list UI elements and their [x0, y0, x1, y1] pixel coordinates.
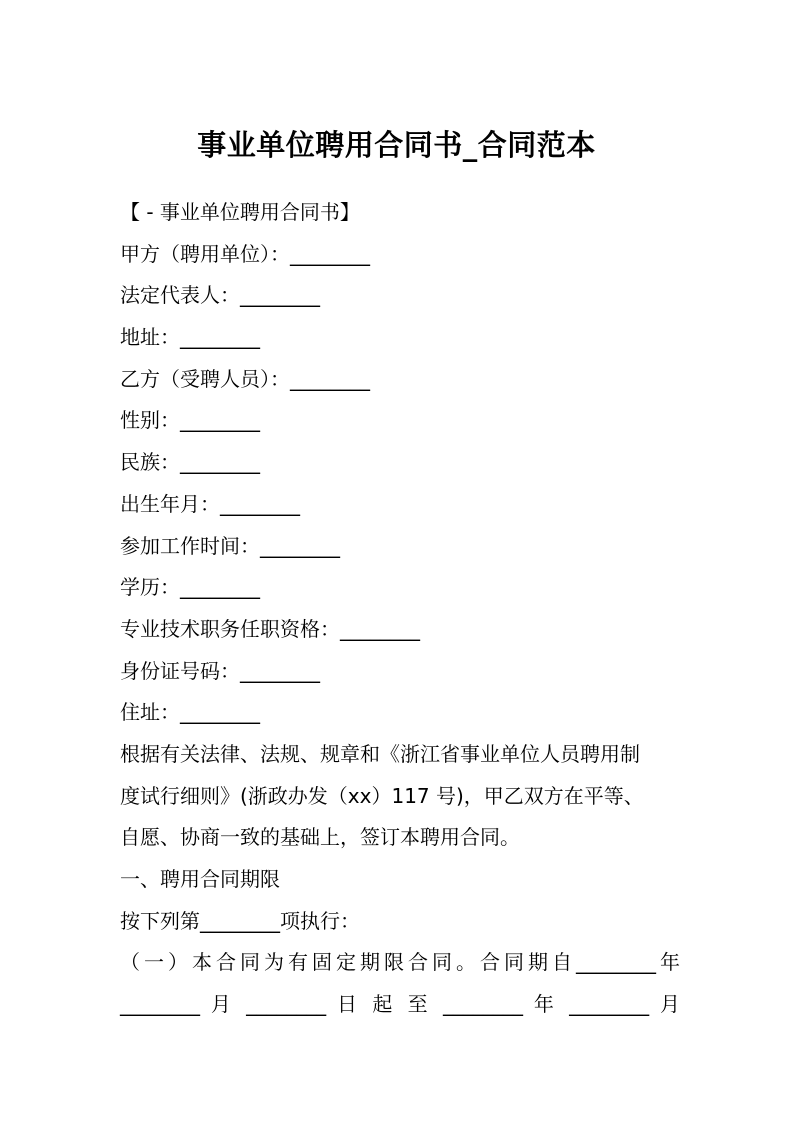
preamble-line-2: 度试行细则》(浙政办发（xx）117 号)，甲乙双方在平等、	[120, 783, 644, 808]
residence-field: 住址：________	[120, 700, 260, 725]
party-a-field: 甲方（聘用单位）：________	[120, 241, 370, 266]
contract-heading: 【 - 事业单位聘用合同书】	[120, 200, 360, 224]
section-heading-term: 一、聘用合同期限	[120, 867, 280, 891]
fixed-term-clause-line-1: （一）本合同为有固定期限合同。合同期自________年	[120, 950, 680, 975]
id-number-field: 身份证号码：________	[120, 658, 320, 683]
ethnicity-field: 民族：________	[120, 450, 260, 475]
fixed-term-clause-line-2: ________ 月 ________ 日 起 至 ________ 年 ________ 月	[120, 992, 680, 1017]
party-b-field: 乙方（受聘人员）：________	[120, 366, 370, 391]
preamble-line-1: 根据有关法律、法规、规章和《浙江省事业单位人员聘用制	[120, 741, 640, 766]
address-field: 地址：________	[120, 325, 260, 350]
professional-title-field: 专业技术职务任职资格：________	[120, 616, 420, 641]
birth-date-field: 出生年月：________	[120, 491, 300, 516]
preamble-line-3: 自愿、协商一致的基础上，签订本聘用合同。	[120, 825, 520, 850]
work-start-date-field: 参加工作时间：________	[120, 533, 340, 558]
legal-representative-field: 法定代表人：________	[120, 283, 320, 308]
gender-field: 性别：________	[120, 408, 260, 433]
document-body	[120, 192, 680, 1026]
education-field: 学历：________	[120, 575, 260, 600]
document-title: 事业单位聘用合同书_合同范本	[197, 128, 596, 162]
option-selection-line: 按下列第________项执行：	[120, 908, 360, 933]
